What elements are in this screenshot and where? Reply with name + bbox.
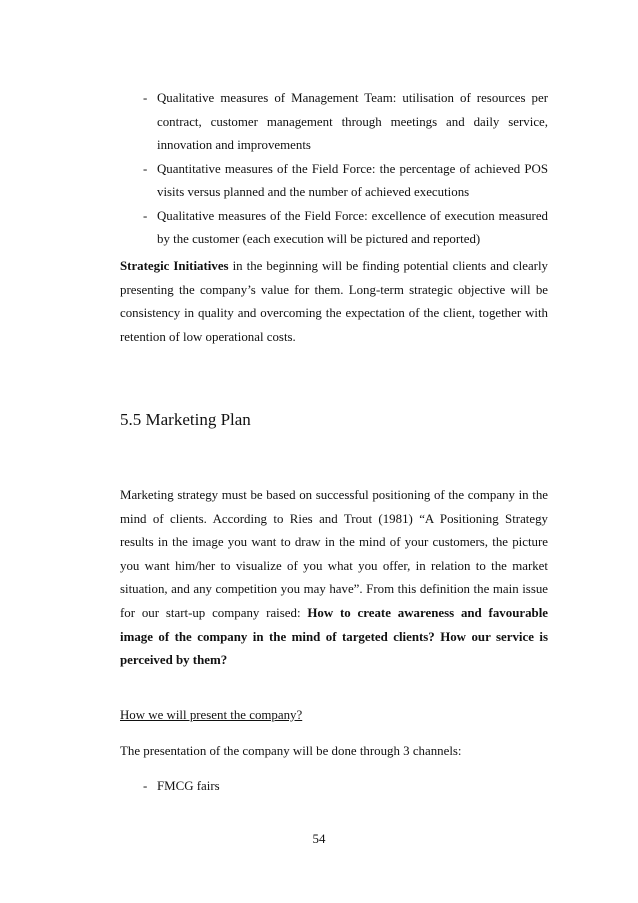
strategic-initiatives-text: in the beginning will be finding potential clients and clearly presenting the company’s value for them. Long-term strategic objective will be consistency in quality and overcoming the expectation of the client, together with retention of low operational costs.	[120, 259, 548, 344]
list-dash: -	[143, 779, 148, 793]
list-item-text: Qualitative measures of Management Team: utilisation of resources per contract, customer management through meetings and daily service, innovation and improvements	[157, 91, 548, 152]
channels-list	[120, 775, 548, 799]
strategic-initiatives-paragraph	[120, 255, 548, 349]
presentation-text: The presentation of the company will be done through 3 channels:	[120, 744, 462, 758]
section-heading: 5.5 Marketing Plan	[120, 410, 251, 429]
list-item	[120, 205, 548, 252]
performance-measures-list	[120, 87, 548, 252]
page-number: 54	[312, 832, 326, 846]
strategic-initiatives-term: Strategic Initiatives	[120, 259, 229, 273]
list-item	[120, 775, 548, 799]
list-item-text: FMCG fairs	[157, 779, 220, 793]
list-dash: -	[143, 91, 148, 105]
list-item-text: Qualitative measures of the Field Force: excellence of execution measured by the customer (each execution will be pictured and reported)	[157, 208, 548, 246]
marketing-strategy-paragraph	[120, 484, 548, 673]
list-dash: -	[143, 161, 148, 176]
presentation-subheading: How we will present the company?	[120, 708, 303, 722]
list-item	[120, 158, 548, 205]
list-item	[120, 87, 548, 158]
key-question: How to create awareness and favourable image of the company in the mind of targeted clients? How our service is perceived by them?	[120, 605, 548, 668]
list-item-text: Quantitative measures of the Field Force: the percentage of achieved POS visits versus planned and the number of achieved executions	[157, 161, 548, 199]
list-dash: -	[143, 208, 148, 223]
marketing-strategy-text: Marketing strategy must be based on successful positioning of the company in the mind of clients. According to Ries and Trout (1981) “A Positioning Strategy results in the image you want to draw in the mind of your customers, the picture you want him/her to visualize of you what you offer, in relation to the market situation, and any competition you may have”. From this definition the main issue for our start-up company raised:	[120, 488, 548, 620]
